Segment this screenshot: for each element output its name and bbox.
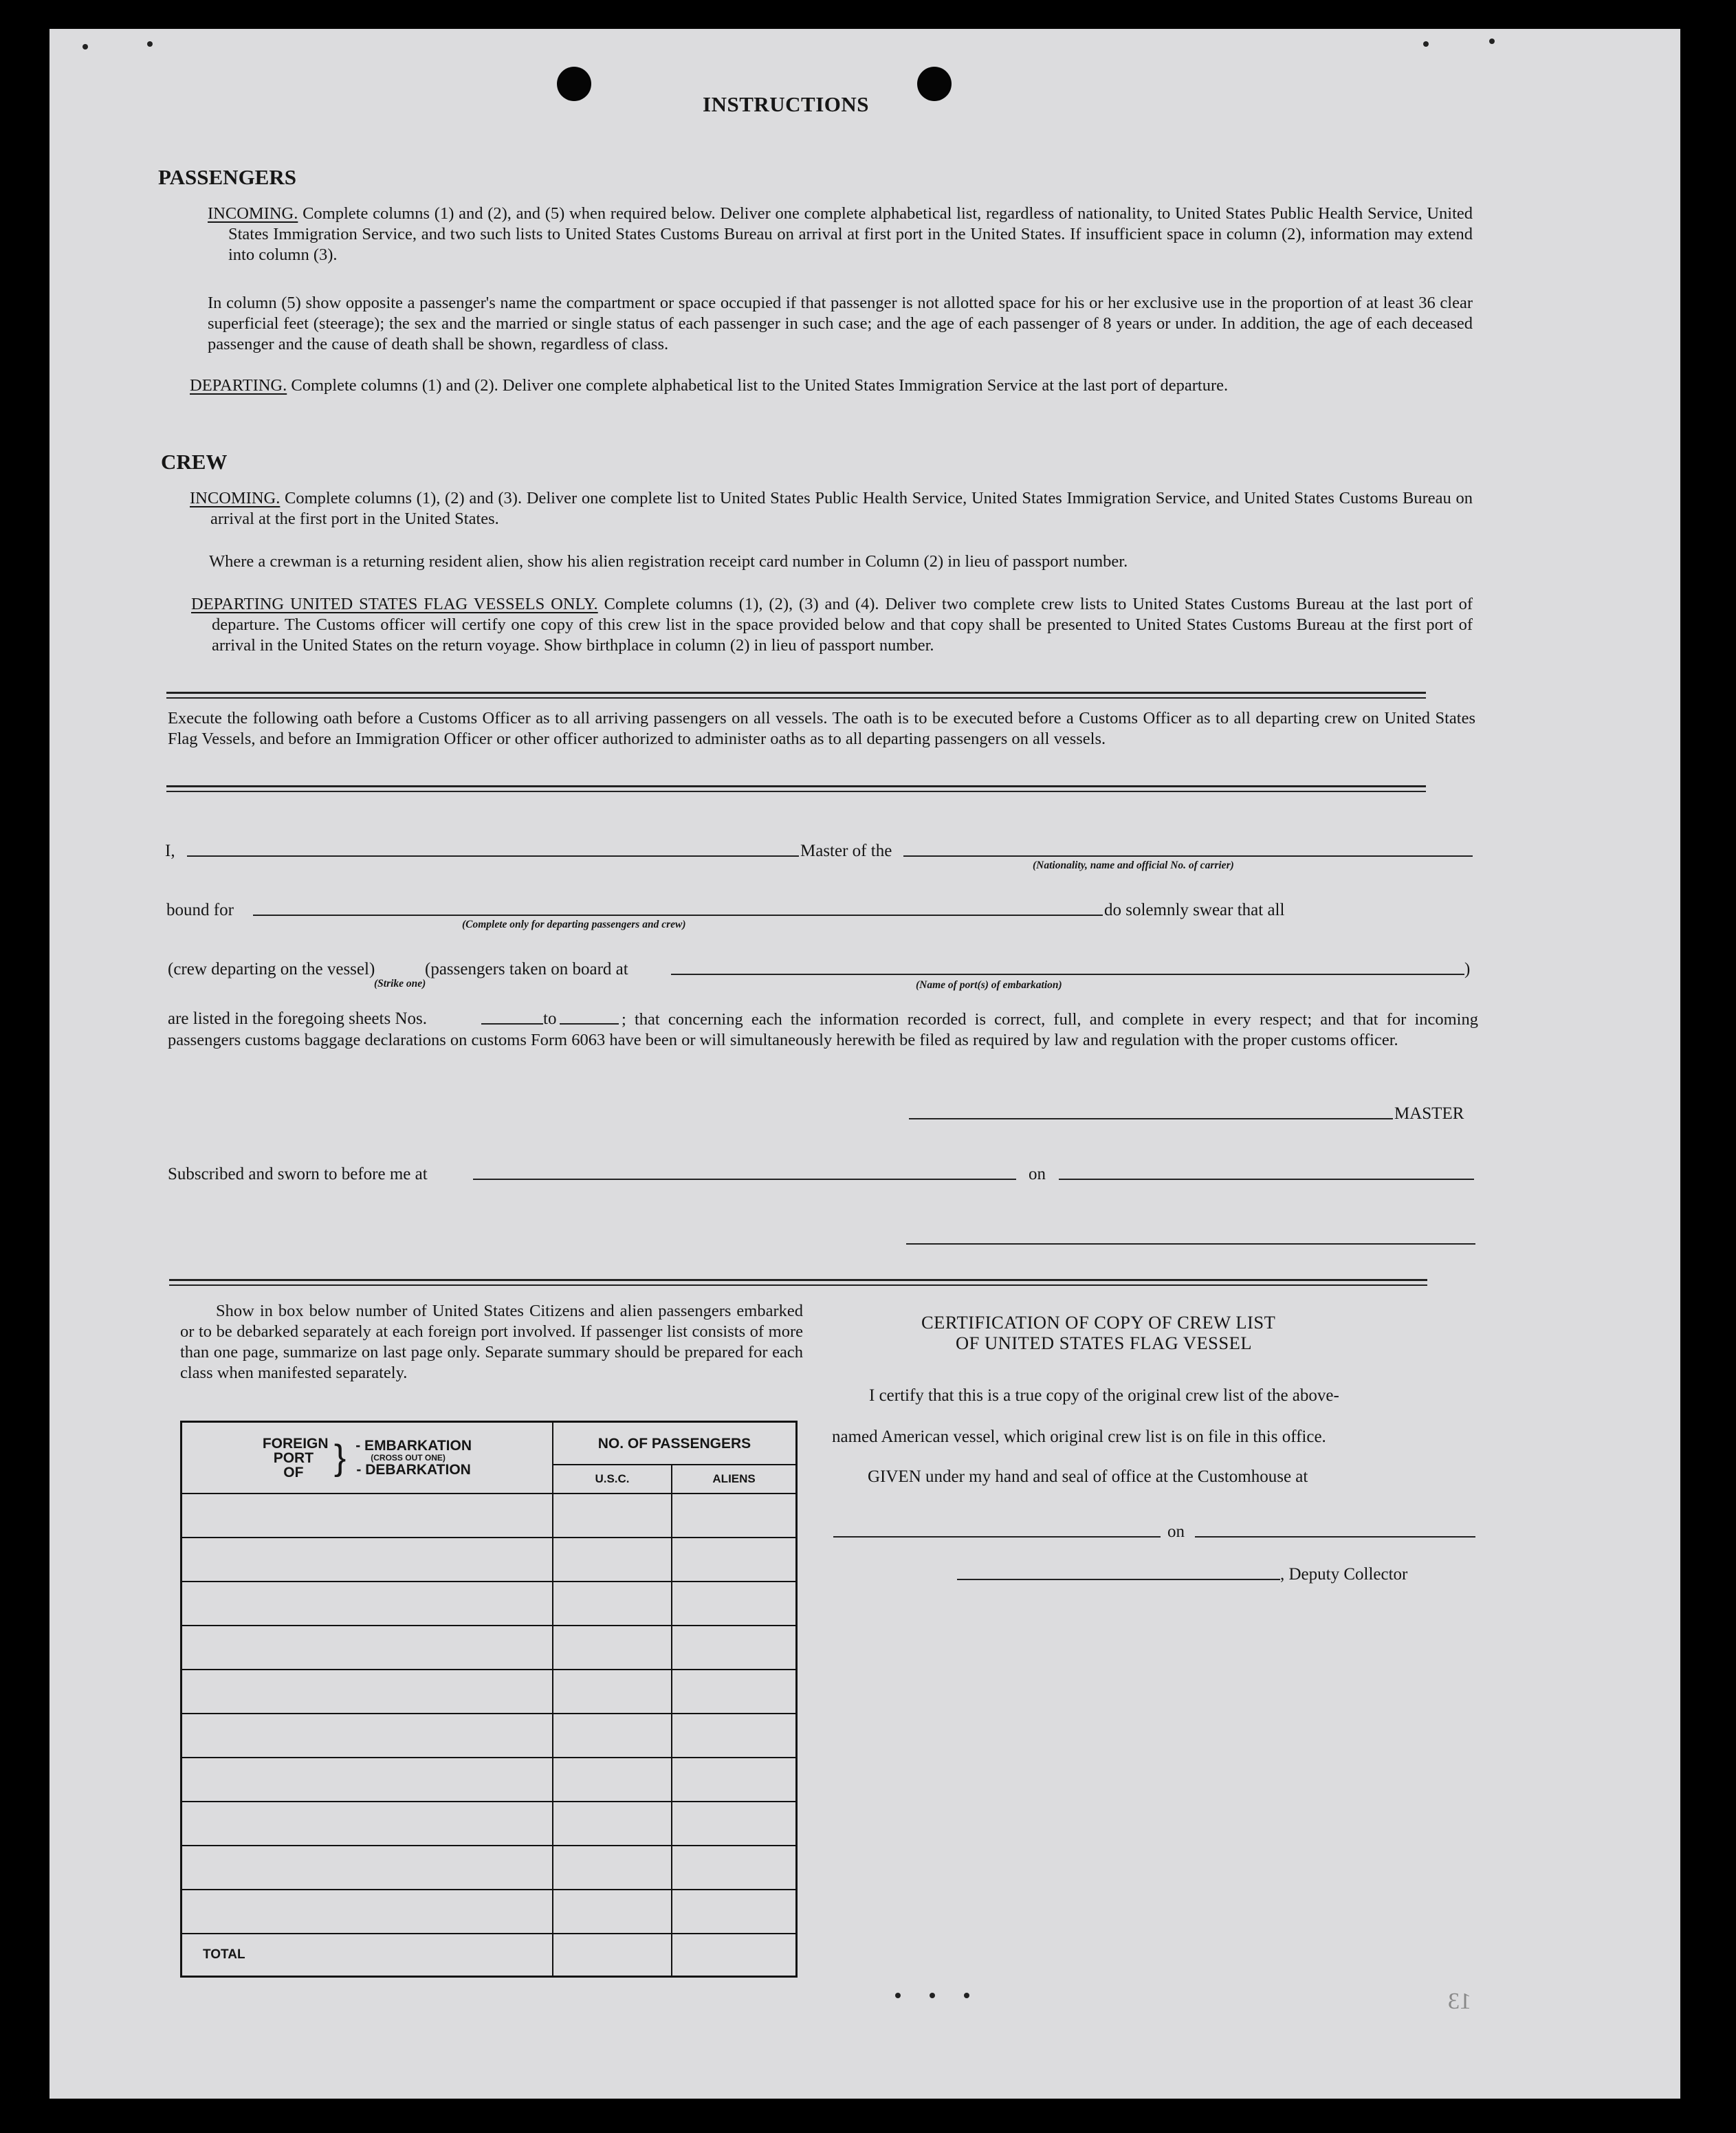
port-cell[interactable] [182,1758,553,1802]
divider [166,697,1426,699]
aliens-cell[interactable] [672,1670,796,1714]
aliens-header: ALIENS [672,1465,796,1494]
usc-cell[interactable] [553,1890,672,1934]
usc-cell[interactable] [553,1758,672,1802]
master-signature-field[interactable] [909,1118,1393,1119]
cert-on-label: on [1167,1522,1185,1541]
oath-note: Execute the following oath before a Customs Officer as to all arriving passengers on all vessels. The oath is to be executed before a Customs Officer as to all departing crew on United States Flag Vessels, and before an Immigration Officer or other officer authorized to administer oaths as to all departing passengers on all vessels. [168,709,1475,748]
speck [895,1993,901,1998]
passengers-heading: PASSENGERS [158,165,296,189]
brace-icon: } [333,1438,347,1478]
port-table-row [182,1846,797,1890]
total-label: TOTAL [182,1934,553,1977]
cross-out-caption: (CROSS OUT ONE) [371,1453,446,1463]
cert-date-field[interactable] [1195,1536,1475,1538]
bound-for-field[interactable] [253,915,1103,916]
concerning-paragraph: ; that concerning each the information recorded is correct, full, and complete in every respect; and that for incoming passengers customs baggage declarations on customs Form 6063 have been or will simultaneously herewith be filed as required by law and regulation with the proper customs officer. [168,1010,1478,1049]
port-cell[interactable] [182,1890,553,1934]
usc-cell[interactable] [553,1582,672,1626]
usc-cell[interactable] [553,1670,672,1714]
port-cell[interactable] [182,1626,553,1670]
page-number: 13 [1448,1989,1471,2014]
to-label: to [543,1009,557,1028]
master-name-field[interactable] [187,855,799,857]
swear-label: do solemnly swear that all [1104,901,1285,919]
divider [166,692,1426,694]
port-table-row [182,1494,797,1538]
port-cell[interactable] [182,1582,553,1626]
port-table-row [182,1582,797,1626]
crew-departing-option: (crew departing on the vessel) [168,960,375,978]
sworn-place-field[interactable] [473,1179,1016,1180]
total-aliens-cell[interactable] [672,1934,796,1977]
debarkation-label: - DEBARKATION [356,1462,471,1478]
divider [166,791,1426,792]
usc-cell[interactable] [553,1714,672,1758]
aliens-cell[interactable] [672,1714,796,1758]
port-table-row [182,1670,797,1714]
carrier-caption: (Nationality, name and official No. of carrier) [1033,860,1234,871]
usc-header: U.S.C. [553,1465,672,1494]
speck [1489,39,1495,44]
cert-line2: named American vessel, which original crew list is on file in this office. [832,1428,1326,1446]
speck [930,1993,935,1998]
oath-i-label: I, [165,842,175,860]
sworn-date-field[interactable] [1059,1179,1474,1180]
crew-heading: CREW [161,450,228,474]
port-table-row [182,1890,797,1934]
speck [83,44,88,50]
port-cell[interactable] [182,1494,553,1538]
embarkation-ports-field[interactable] [671,974,1464,975]
port-header-cell [182,1422,553,1494]
close-paren: ) [1464,960,1471,978]
passengers-column5-paragraph: In column (5) show opposite a passenger's name the compartment or space occupied if that passenger is not allotted space for his or her exclusive use in the proportion of at least 36 clear superficial feet (steerage); the sex and the married or single status of each passenger in such case; and the age of each passenger of 8 years or under. In addition, the age of each deceased passenger and the cause of death shall be shown, regardless of class. [208,294,1473,353]
cert-line1: I certify that this is a true copy of the original crew list of the above- [869,1386,1339,1405]
total-usc-cell[interactable] [553,1934,672,1977]
port-cell[interactable] [182,1538,553,1582]
divider [169,1279,1427,1281]
divider [169,1284,1427,1286]
master-label: MASTER [1394,1104,1464,1123]
carrier-field[interactable] [903,855,1473,857]
foreign-port-label: FOREIGN PORT OF [262,1435,329,1480]
speck [147,41,153,47]
embarkation-ports-caption: (Name of port(s) of embarkation) [916,979,1062,991]
port-table-row [182,1802,797,1846]
deputy-collector-label: , Deputy Collector [1280,1565,1408,1584]
punch-hole-right [917,67,952,101]
aliens-cell[interactable] [672,1846,796,1890]
usc-cell[interactable] [553,1846,672,1890]
no-of-passengers-header: NO. OF PASSENGERS [553,1422,797,1465]
aliens-cell[interactable] [672,1538,796,1582]
summary-instructions: Show in box below number of United States Citizens and alien passengers embarked or to be debarked separately at each foreign port involved. If passenger list consists of more than one page, summarize on last page only. Separate summary should be prepared for each class when manifested separately. [180,1302,803,1382]
crew-resident-paragraph: Where a crewman is a returning resident alien, show his alien registration receipt card number in Column (2) in lieu of passport number. [209,552,1128,571]
crew-departing-paragraph [191,594,1473,656]
port-rows [182,1494,797,1933]
deputy-signature-field[interactable] [957,1579,1280,1580]
port-cell[interactable] [182,1670,553,1714]
passengers-departing-label: DEPARTING. [190,376,287,395]
port-table-row [182,1626,797,1670]
port-table-row [182,1714,797,1758]
sworn-on-label: on [1029,1165,1046,1183]
crew-incoming-text: Complete columns (1), (2) and (3). Deliver one complete list to United States Public Health Service, United States Immigration Service, and United States Customs Bureau on arrival at the first port in the United States. [210,489,1473,528]
customhouse-field[interactable] [833,1536,1161,1538]
port-table-row [182,1538,797,1582]
usc-cell[interactable] [553,1538,672,1582]
form-page [50,29,1680,2099]
strike-one-caption: (Strike one) [374,978,426,989]
port-cell[interactable] [182,1846,553,1890]
bound-for-label: bound for [166,901,234,919]
cert-title-line1: CERTIFICATION OF COPY OF CREW LIST [921,1312,1276,1333]
passengers-incoming-paragraph [208,204,1473,265]
aliens-cell[interactable] [672,1626,796,1670]
subscribed-label: Subscribed and sworn to before me at [168,1165,428,1183]
usc-cell[interactable] [553,1626,672,1670]
passengers-departing-text: Complete columns (1) and (2). Deliver one complete alphabetical list to the United States Immigration Service at the last port of departure. [291,376,1229,395]
speck [964,1993,969,1998]
cert-line3: GIVEN under my hand and seal of office at the Customhouse at [868,1467,1308,1486]
passengers-departing-paragraph [190,375,1473,396]
port-summary-table [180,1421,798,1978]
port-table-row [182,1758,797,1802]
aliens-cell[interactable] [672,1890,796,1934]
aliens-cell[interactable] [672,1758,796,1802]
instructions-title: INSTRUCTIONS [703,92,870,116]
embarkation-label: - EMBARKATION [355,1438,472,1454]
aliens-cell[interactable] [672,1494,796,1538]
punch-hole-left [557,67,591,101]
bound-for-caption: (Complete only for departing passengers and crew) [462,919,686,930]
crew-departing-label: DEPARTING UNITED STATES FLAG VESSELS ONLY. [191,595,598,613]
speck [1423,41,1429,47]
are-listed-label: are listed in the foregoing sheets Nos. [168,1009,427,1028]
passengers-incoming-text: Complete columns (1) and (2), and (5) when required below. Deliver one complete alphabetical list, regardless of nationality, to United States Public Health Service, United States Immigration Service, and two such lists to United States Customs Bureau on arrival at first port in the United States. If insufficient space in column (2), information may extend into column (3). [228,204,1473,264]
crew-incoming-label: INCOMING. [190,489,281,507]
divider [166,785,1426,787]
officer-signature-field[interactable] [906,1243,1475,1245]
crew-departing-text: Complete columns (1), (2), (3) and (4). Deliver two complete crew lists to United States Customs Bureau at the last port of departure. The Customs officer will certify one copy of this crew list in the space provided below and that copy shall be presented to United States Customs Bureau at the first port of arrival in the United States on the return voyage. Show birthplace in column (2) in lieu of passport number. [212,595,1473,655]
passengers-taken-option: (passengers taken on board at [425,960,628,978]
port-cell[interactable] [182,1802,553,1846]
master-of-the-label: Master of the [800,842,892,860]
usc-cell[interactable] [553,1802,672,1846]
aliens-cell[interactable] [672,1582,796,1626]
aliens-cell[interactable] [672,1802,796,1846]
passengers-incoming-label: INCOMING. [208,204,298,223]
cert-title-line2: OF UNITED STATES FLAG VESSEL [956,1333,1252,1353]
usc-cell[interactable] [553,1494,672,1538]
port-cell[interactable] [182,1714,553,1758]
crew-incoming-paragraph [190,488,1473,529]
